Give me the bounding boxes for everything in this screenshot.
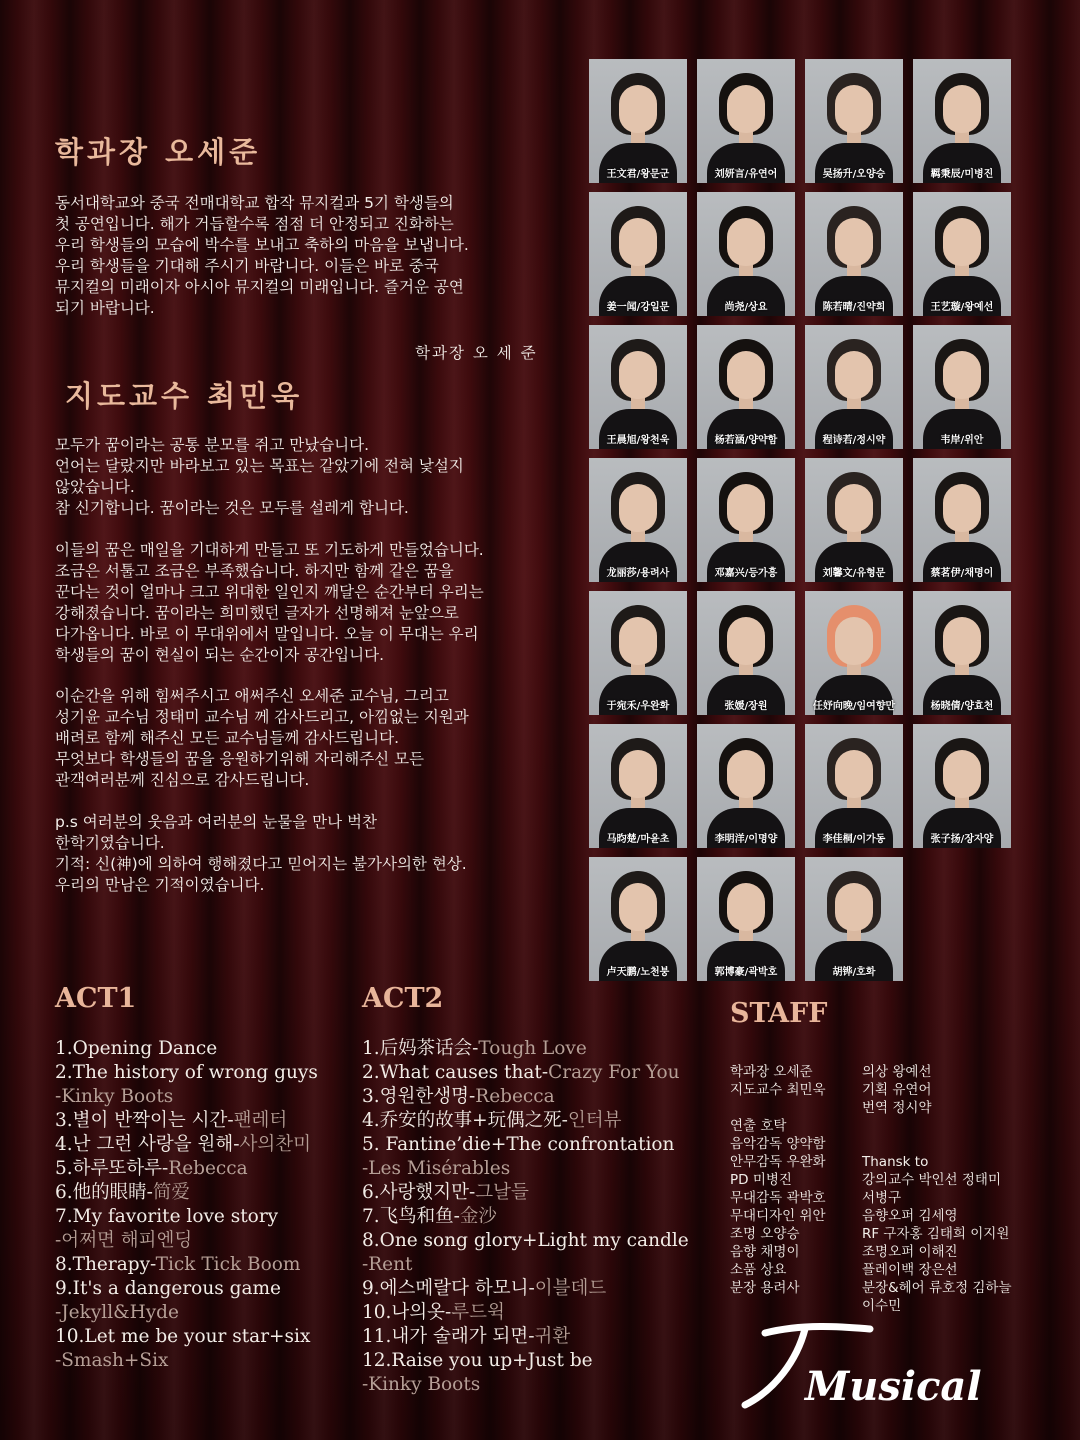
professor-message-1: 모두가 꿈이라는 공통 분모를 쥐고 만났습니다. 언어는 달랐지만 바라보고 있는 목표는 같았기에 전혀 낯설지 않았습니다. 참 신기합니다. 꿈이라는 것은 모두를 설레게 합니다. (55, 436, 464, 517)
cast-photo (589, 591, 687, 715)
song-title: 1.Opening Dance (55, 1038, 218, 1059)
song-line (55, 1133, 318, 1157)
cast-photo (589, 59, 687, 183)
cast-name: 蔡茗伊/채명이 (930, 568, 994, 579)
cast-name: 姜一闻/강일문 (606, 302, 670, 313)
cast-photo (913, 591, 1011, 715)
song-line (362, 1085, 689, 1109)
musical-source: 사의찬미 (239, 1134, 311, 1155)
song-line (362, 1253, 689, 1277)
cast-name: 马昀楚/마윤초 (606, 834, 670, 845)
cast-name: 刘馨文/유형문 (822, 568, 886, 579)
song-line (55, 1229, 318, 1253)
staff-entry: 의상 왕예선 (862, 1064, 932, 1080)
cast-name: 尚尧/상요 (724, 302, 768, 313)
cast-name: 程诗若/정시약 (822, 435, 886, 446)
song-line (362, 1277, 689, 1301)
cast-name: 任妤向晚/임여향만 (812, 701, 896, 712)
staff-entry: 강의교수 박인선 정태미 (862, 1172, 1001, 1188)
song-line (362, 1229, 689, 1253)
cast-photo (589, 192, 687, 316)
musical-source: 인터뷰 (567, 1110, 622, 1131)
cast-name: 卢天鹏/노천붕 (606, 967, 670, 978)
staff-entry: 음향 채명이 (730, 1244, 800, 1260)
song-title: 2.The history of wrong guys (55, 1062, 318, 1083)
cast-name: 王艺璇/왕예선 (930, 302, 994, 313)
song-title: 3.별이 반짝이는 시간- (55, 1110, 234, 1131)
song-line (55, 1181, 318, 1205)
song-title: 11.내가 술래가 되면- (362, 1326, 535, 1347)
cast-name: 韦岸/위안 (940, 435, 984, 446)
musical-source: Rebecca (168, 1158, 248, 1179)
song-line (55, 1325, 318, 1349)
logo-text: Musical (805, 1363, 982, 1410)
song-line (362, 1061, 689, 1085)
song-line (55, 1205, 318, 1229)
musical-source: 金沙 (459, 1206, 497, 1227)
song-line (362, 1133, 689, 1157)
staff-entry: 소품 상요 (730, 1262, 787, 1278)
staff-entry: 서병구 (862, 1190, 902, 1206)
song-line (55, 1253, 318, 1277)
cast-photo (589, 325, 687, 449)
cast-name: 胡铧/호화 (832, 967, 876, 978)
cast-name: 杨晓倩/양효천 (930, 701, 994, 712)
staff-entry: 번역 정시약 (862, 1100, 932, 1116)
cast-photo (805, 458, 903, 582)
cast-name: 羁秉辰/미병진 (930, 169, 994, 180)
act2-title: ACT2 (362, 983, 444, 1014)
cast-name: 邓嘉兴/등가흥 (714, 568, 778, 579)
staff-entry: 기획 유연어 (862, 1082, 932, 1098)
staff-entry: 연출 호탁 (730, 1118, 787, 1134)
staff-entry: 안무감독 우완화 (730, 1154, 826, 1170)
song-line (55, 1349, 318, 1373)
dean-heading: 학과장 오세준 (55, 135, 262, 169)
musical-source: -Rent (362, 1254, 413, 1275)
musical-source: -어쩌면 해피엔딩 (55, 1230, 193, 1251)
song-line (55, 1109, 318, 1133)
act1-setlist (55, 1037, 318, 1373)
cast-photo (805, 591, 903, 715)
cast-name: 龙丽莎/용려사 (606, 568, 670, 579)
musical-source: 이블데드 (534, 1278, 607, 1299)
musical-source: -Smash+Six (55, 1350, 169, 1371)
cast-name: 王文君/왕문군 (606, 169, 670, 180)
cast-photo (697, 724, 795, 848)
song-title: 10.나의옷- (362, 1302, 452, 1323)
cast-photo (913, 59, 1011, 183)
song-line (55, 1277, 318, 1301)
cast-photo (805, 724, 903, 848)
musical-source: Crazy For You (548, 1062, 680, 1083)
cast-name: 郭博豪/곽박호 (714, 967, 778, 978)
cast-name: 陈若晴/진약희 (822, 302, 886, 313)
musical-source: Tough Love (478, 1038, 587, 1059)
cast-photo (913, 458, 1011, 582)
song-line (362, 1181, 689, 1205)
song-title: 9.에스메랄다 하모니- (362, 1278, 535, 1299)
song-title: 12.Raise you up+Just be (362, 1350, 593, 1371)
cast-name: 于宛禾/우완화 (606, 701, 670, 712)
professor-message-4: p.s 여러분의 웃음과 여러분의 눈물을 만나 벅찬 한학기였습니다. 기적: 신(神)에 의하여 행해졌다고 믿어지는 불가사의한 현상. 우리의 만남은 기적이였습니다. (55, 813, 467, 894)
cast-photo (697, 325, 795, 449)
song-line (55, 1085, 318, 1109)
song-line (362, 1349, 689, 1373)
song-title: 10.Let me be your star+six (55, 1326, 311, 1347)
musical-source: -Kinky Boots (55, 1086, 174, 1107)
staff-entry: 지도교수 최민욱 (730, 1082, 826, 1098)
song-title: 4.난 그런 사랑을 원해- (55, 1134, 240, 1155)
cast-name: 吴扬升/오양승 (822, 169, 886, 180)
cast-photo (805, 325, 903, 449)
song-line (362, 1109, 689, 1133)
cast-name: 李佳桐/이가동 (822, 834, 886, 845)
cast-name: 李明洋/이명양 (714, 834, 778, 845)
musical-source: Rebecca (475, 1086, 555, 1107)
song-title: 4.乔安的故事+玩偶之死- (362, 1110, 568, 1131)
song-title: 5. Fantine’die+The confrontation (362, 1134, 675, 1155)
staff-list-right (862, 1063, 1012, 1315)
staff-entry: 조명 오양승 (730, 1226, 800, 1242)
dean-message: 동서대학교와 중국 전매대학교 합작 뮤지컬과 5기 학생들의 첫 공연입니다. 해가 거듭할수록 점점 더 안정되고 진화하는 우리 학생들의 모습에 박수를 보내고 축하의 마음을 보냅니다. 우리 학생들을 기대해 주시기 바랍니다. 이들은 바로 중국 뮤지컬의 미래이자 아시아 뮤지컬의 미래입니다. 즐거운 공연 되기 바랍니다. (55, 194, 469, 317)
song-title: 7.飞鸟和鱼- (362, 1206, 460, 1227)
song-title: 3.영원한생명- (362, 1086, 476, 1107)
cast-photo (589, 724, 687, 848)
dean-signature: 학과장 오 세 준 (415, 344, 538, 362)
musical-source: Tick Tick Boom (155, 1254, 301, 1275)
song-line (362, 1037, 689, 1061)
cast-photo (913, 192, 1011, 316)
song-line (55, 1037, 318, 1061)
staff-entry (862, 1135, 1012, 1153)
cast-photo (697, 857, 795, 981)
cast-photo (805, 192, 903, 316)
song-line (362, 1205, 689, 1229)
staff-entry: RF 구자홍 김태희 이지원 (862, 1226, 1010, 1242)
staff-entry: Thansk to (862, 1154, 929, 1170)
musical-source: 그날들 (475, 1182, 529, 1203)
cast-name: 张媛/장원 (724, 701, 768, 712)
cast-photo (589, 458, 687, 582)
musical-source: 简爱 (152, 1182, 190, 1203)
staff-entry (730, 1099, 826, 1117)
staff-entry: 분장 용려사 (730, 1280, 800, 1296)
staff-entry: PD 미병진 (730, 1172, 792, 1188)
professor-message-3: 이순간을 위해 힘써주시고 애써주신 오세준 교수님, 그리고 성기윤 교수님 정태미 교수님 께 감사드리고, 아낌없는 지원과 배려로 함께 해주신 모든 교수님들께 감사드립니다. 무엇보다 학생들의 꿈을 응원하기위해 자리해주신 모든 관객여러분께 진심으로 감사드립니다. (55, 687, 469, 789)
song-line (362, 1325, 689, 1349)
staff-entry: 학과장 오세준 (730, 1064, 813, 1080)
staff-entry: 분장&헤어 류호정 김하늘 (862, 1280, 1012, 1296)
act1-title: ACT1 (55, 983, 137, 1014)
song-line (362, 1157, 689, 1181)
cast-name: 刘妍言/유연어 (714, 169, 778, 180)
musical-source: -Jekyll&Hyde (55, 1302, 179, 1323)
song-title: 5.하루또하루- (55, 1158, 169, 1179)
musical-source: 팬레터 (233, 1110, 288, 1131)
staff-entry: 플레이백 장은선 (862, 1262, 958, 1278)
song-title: 6.사랑했지만- (362, 1182, 476, 1203)
song-title: 8.One song glory+Light my candle (362, 1230, 689, 1251)
staff-entry: 조명오퍼 이해진 (862, 1244, 958, 1260)
staff-entry: 무대디자인 위안 (730, 1208, 826, 1224)
song-title: 9.It's a dangerous game (55, 1278, 281, 1299)
cast-photo (697, 458, 795, 582)
act2-setlist (362, 1037, 689, 1397)
song-line (55, 1061, 318, 1085)
musical-logo (735, 1315, 985, 1415)
staff-entry (862, 1117, 1012, 1135)
song-line (362, 1301, 689, 1325)
cast-photo (805, 857, 903, 981)
cast-photo (589, 857, 687, 981)
song-title: 8.Therapy- (55, 1254, 156, 1275)
musical-source: -Les Misérables (362, 1158, 511, 1179)
song-line (362, 1373, 689, 1397)
staff-entry: 음향오퍼 김세영 (862, 1208, 958, 1224)
song-line (55, 1301, 318, 1325)
musical-source: 루드윅 (451, 1302, 505, 1323)
cast-photo (805, 59, 903, 183)
musical-source: 귀환 (534, 1326, 571, 1347)
song-title: 1.后妈茶话会- (362, 1038, 479, 1059)
cast-photo (697, 591, 795, 715)
cast-photo (913, 325, 1011, 449)
cast-photo (913, 724, 1011, 848)
staff-entry: 이수민 (862, 1298, 902, 1314)
professor-message-2: 이들의 꿈은 매일을 기대하게 만들고 또 기도하게 만들었습니다. 조금은 서툴고 조금은 부족했습니다. 하지만 함께 같은 꿈을 꾼다는 것이 얼마나 크고 위대한 일인지 깨달은 순간부터 우리는 강해졌습니다. 꿈이라는 희미했던 글자가 선명해져 눈앞으로 다가옵니다. 바로 이 무대위에서 말입니다. 오늘 이 무대는 우리 학생들의 꿈이 현실이 되는 순간이자 공간입니다. (55, 541, 484, 664)
cast-photo (697, 192, 795, 316)
song-title: 2.What causes that- (362, 1062, 549, 1083)
staff-entry: 음악감독 양약함 (730, 1136, 826, 1152)
cast-photo (697, 59, 795, 183)
song-title: 7.My favorite love story (55, 1206, 279, 1227)
cast-name: 王晨旭/왕천욱 (606, 435, 670, 446)
professor-heading: 지도교수 최민욱 (65, 379, 304, 413)
song-title: 6.他的眼睛- (55, 1182, 153, 1203)
staff-list-left (730, 1063, 826, 1297)
staff-title: STAFF (730, 998, 828, 1029)
musical-source: -Kinky Boots (362, 1374, 481, 1395)
staff-entry: 무대감독 곽박호 (730, 1190, 826, 1206)
cast-name: 杨若涵/양약함 (714, 435, 778, 446)
song-line (55, 1157, 318, 1181)
cast-name: 张子扬/장자양 (930, 834, 994, 845)
